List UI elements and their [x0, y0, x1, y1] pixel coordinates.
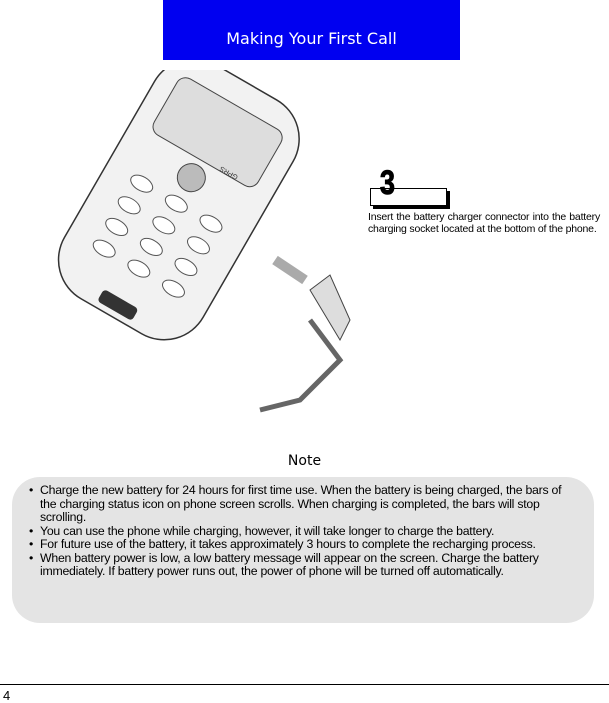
- note-item: • Charge the new battery for 24 hours for first time use. When the battery is being charged, the bars of the charging status icon on phone screen scrolls. When charging is completed, the bars will stop scrolling.: [40, 484, 578, 525]
- phone-brand-label: GPRS: [218, 164, 240, 181]
- note-item: • You can use the phone while charging, however, it will take longer to charge the battery.: [40, 525, 578, 539]
- step-3: [368, 164, 600, 235]
- section-header: [163, 0, 460, 60]
- note-item: • For future use of the battery, it takes approximately 3 hours to complete the recharging process.: [40, 538, 578, 552]
- note-title: Note: [287, 453, 322, 469]
- page-number: 4: [3, 688, 11, 703]
- phone-charger-illustration: [40, 70, 370, 420]
- footer-divider: [0, 684, 609, 685]
- note-box: [12, 477, 594, 623]
- step-number: 3: [379, 164, 396, 202]
- section-title: Making Your First Call: [226, 29, 397, 48]
- step-number-badge: [368, 164, 600, 208]
- step-instruction: Insert the battery charger connector into the battery charging socket located at the bottom of the phone.: [368, 211, 600, 235]
- note-item: • When battery power is low, a low battery message will appear on the screen. Charge the battery immediately. If battery power runs out, the power of phone will be turned off automatically.: [40, 552, 578, 579]
